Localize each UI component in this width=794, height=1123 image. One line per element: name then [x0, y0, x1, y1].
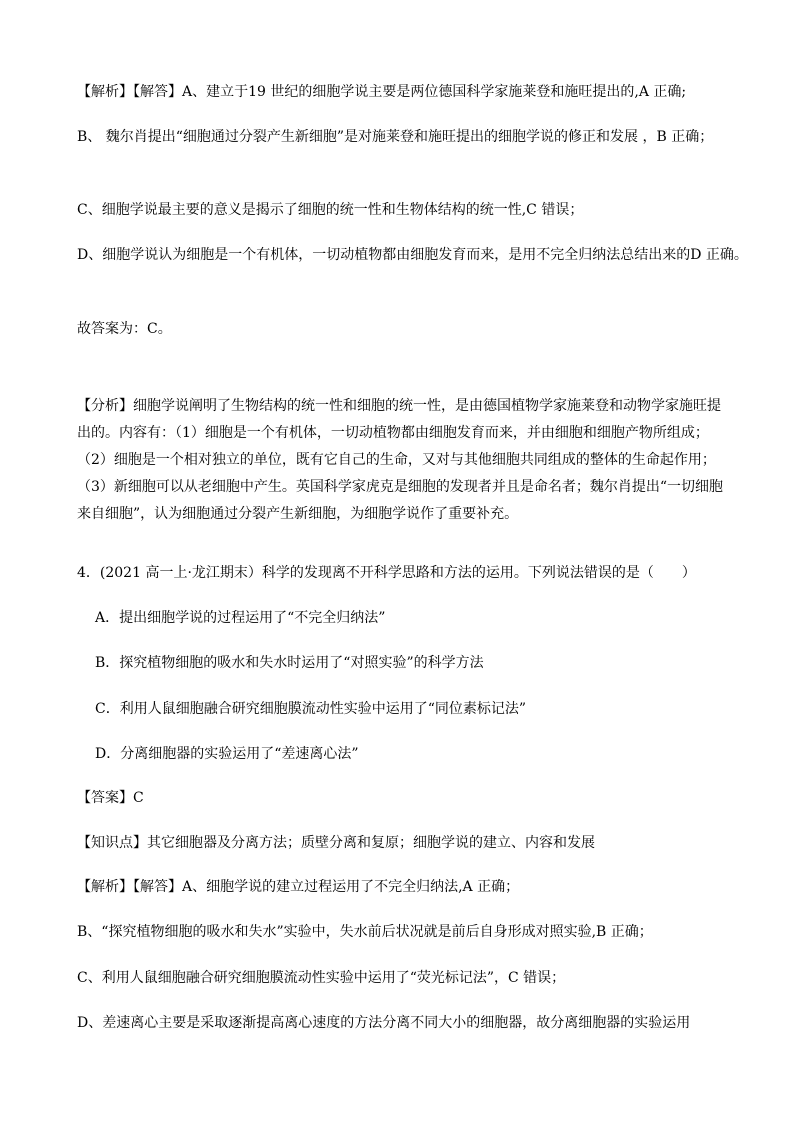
analysis-option-c: C、细胞学说最主要的意义是揭示了细胞的统一性和生物体结构的统一性,C 错误；	[77, 202, 584, 218]
question-4-option-d: D．分离细胞器的实验运用了“差速离心法”	[95, 746, 359, 762]
question-4-knowledge-points: 【知识点】其它细胞器及分离方法；质壁分离和复原；细胞学说的建立、内容和发展	[77, 835, 595, 851]
question-4-option-a: A．提出细胞学说的过程运用了“不完全归纳法”	[95, 610, 386, 626]
analysis-option-b: B、 魏尔肖提出“细胞通过分裂产生新细胞”是对施莱登和施旺提出的细胞学说的修正和发展 ，B 正确；	[77, 129, 714, 145]
question-4-analysis-a: 【解析】【解答】A、细胞学说的建立过程运用了不完全归纳法,A 正确；	[77, 879, 520, 895]
answer-summary: 故答案为：C。	[77, 321, 172, 337]
question-4-option-b: B．探究植物细胞的吸水和失水时运用了“对照实验”的科学方法	[95, 655, 484, 671]
analysis-explanation: 【分析】细胞学说阐明了生物结构的统一性和细胞的统一性，是由德国植物学家施莱登和动物学家施旺提出的。内容有：（1）细胞是一个有机体，一切动植物都由细胞发育而来，并由细胞和细胞产物所组成；（2）细胞是一个相对独立的单位，既有它自己的生命，又对与其他细胞共同组成的整体的生命起作用；（3）新细胞可以从老细胞中产生。英国科学家虎克是细胞的发现者并且是命名者；魏尔肖提出“一切细胞来自细胞”，认为细胞通过分裂产生新细胞，为细胞学说作了重要补充。	[77, 398, 724, 522]
question-4-analysis-c: C、利用人鼠细胞融合研究细胞膜流动性实验中运用了“荧光标记法”，C 错误；	[77, 970, 566, 986]
question-4-analysis-b: B、“探究植物细胞的吸水和失水”实验中，失水前后状况就是前后自身形成对照实验,B 正确；	[77, 924, 653, 940]
analysis-option-a: 【解析】【解答】A、建立于19 世纪的细胞学说主要是两位德国科学家施莱登和施旺提出的,A 正确;	[77, 84, 687, 100]
question-4-option-c: C．利用人鼠细胞融合研究细胞膜流动性实验中运用了“同位素标记法”	[95, 701, 527, 717]
analysis-option-d: D、细胞学说认为细胞是一个有机体，一切动植物都由细胞发育而来，是用不完全归纳法总结出来的D 正确。	[77, 247, 748, 263]
question-4-stem: 4．(2021 高一上·龙江期末）科学的发现离不开科学思路和方法的运用。下列说法错误的是（ ）	[77, 565, 696, 581]
question-4-answer: 【答案】C	[77, 790, 144, 806]
question-4-analysis-d: D、差速离心主要是采取逐渐提高离心速度的方法分离不同大小的细胞器，故分离细胞器的实验运用	[77, 1015, 691, 1031]
